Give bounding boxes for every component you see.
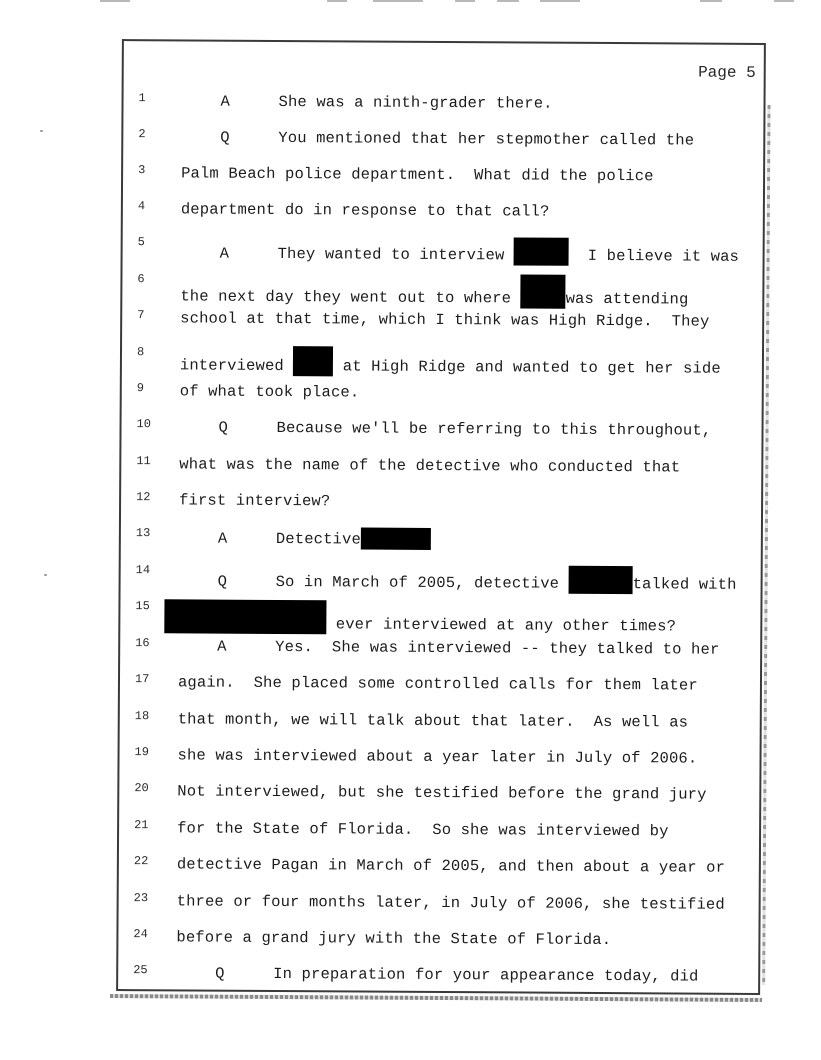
line-text: I believe it was <box>568 246 740 266</box>
scan-edge <box>762 105 770 985</box>
transcript-line <box>123 235 763 266</box>
transcript-line <box>122 381 762 409</box>
line-number: 8 <box>136 345 145 360</box>
line-number: 10 <box>136 417 152 432</box>
transcript-line <box>120 636 760 664</box>
line-text: school at that time, which I think was High Ridge. They <box>180 309 710 331</box>
line-number: 17 <box>134 672 150 687</box>
line-number: 15 <box>135 599 150 614</box>
line-number: 9 <box>136 381 145 396</box>
transcript-line <box>119 781 759 809</box>
line-text: Detective <box>275 529 361 549</box>
transcript-line <box>119 745 759 773</box>
line-number: 3 <box>138 163 146 178</box>
transcript-line <box>118 927 758 955</box>
line-text: They wanted to interview <box>277 244 514 265</box>
line-text: Palm Beach police department. What did the police <box>181 164 654 186</box>
redaction-block <box>569 566 633 594</box>
transcript-line <box>121 490 761 518</box>
line-number: 19 <box>134 745 150 760</box>
line-number: 5 <box>137 235 145 250</box>
line-text: again. She placed some controlled calls for them later <box>177 673 698 695</box>
line-text: was attending <box>565 289 689 309</box>
transcript-line <box>123 91 763 119</box>
transcript-line <box>123 163 763 191</box>
line-text: Because we'll be referring to this throughout, <box>276 418 712 440</box>
line-text: three or four months later, in July of 2006, she testified <box>176 892 725 914</box>
line-number: 22 <box>133 854 149 869</box>
line-text: she was interviewed about a year later in July of 2006. <box>177 746 698 768</box>
line-number: 25 <box>133 963 148 978</box>
line-number: 11 <box>136 454 151 469</box>
transcript-line <box>122 345 762 378</box>
line-text: She was a ninth-grader there. <box>278 92 553 113</box>
line-number: 6 <box>137 272 145 287</box>
line-text: that month, we will talk about that later. As well as <box>177 710 689 732</box>
line-text: the next day they went out to where <box>180 287 521 308</box>
line-text: You mentioned that her stepmother called the <box>278 128 695 150</box>
transcript-line <box>120 709 760 737</box>
line-text: Not interviewed, but she testified before the grand jury <box>177 782 707 804</box>
line-text: Yes. She was interviewed -- they talked to her <box>275 637 720 659</box>
speaker-label: A <box>217 529 228 548</box>
line-number: 24 <box>133 927 148 942</box>
transcript-line <box>122 308 762 336</box>
line-text: before a grand jury with the State of Florida. <box>176 928 612 950</box>
transcript-line <box>120 672 760 700</box>
transcript-line <box>122 272 762 309</box>
redaction-block <box>514 237 569 265</box>
redaction-block <box>361 528 431 550</box>
transcript-line <box>121 563 761 594</box>
line-number: 16 <box>135 636 150 651</box>
line-text: of what took place. <box>179 382 360 402</box>
speaker-label: A <box>219 244 230 263</box>
transcript-line <box>119 891 759 919</box>
redaction-block <box>521 274 566 308</box>
line-number: 12 <box>136 490 151 505</box>
line-number: 14 <box>135 563 151 578</box>
line-text: In preparation for your appearance today, did <box>273 964 699 986</box>
line-text: for the State of Florida. So she was interviewed by <box>177 819 669 841</box>
line-number: 21 <box>134 818 149 833</box>
transcript-line <box>120 599 760 636</box>
speaker-label: Q <box>217 572 228 591</box>
speaker-label: A <box>220 92 231 111</box>
speaker-label: Q <box>215 964 225 983</box>
transcript-line <box>123 127 763 155</box>
line-text: interviewed <box>179 356 294 376</box>
line-text: what was the name of the detective who conducted that <box>179 455 681 477</box>
line-number: 7 <box>137 308 145 323</box>
line-number: 13 <box>135 526 151 541</box>
line-text: first interview? <box>179 491 331 511</box>
line-number: 20 <box>134 781 149 796</box>
line-text: So in March of 2005, detective <box>275 572 569 593</box>
line-text: ever interviewed at any other times? <box>326 615 677 636</box>
line-number: 1 <box>138 91 146 106</box>
redaction-block <box>164 599 326 634</box>
redaction-block <box>293 346 333 376</box>
transcript-line <box>119 854 759 882</box>
speaker-label: Q <box>220 128 230 147</box>
page-number: Page 5 <box>698 63 756 82</box>
speaker-label: A <box>217 637 227 656</box>
line-number: 23 <box>133 891 149 906</box>
line-text: talked with <box>632 575 737 594</box>
transcript-line <box>118 963 758 991</box>
line-text: detective Pagan in March of 2005, and then about a year or <box>176 855 726 877</box>
transcript-line <box>121 454 761 482</box>
transcript-line <box>121 417 761 445</box>
line-number: 4 <box>137 199 146 214</box>
transcript-line <box>119 818 759 846</box>
speaker-label: Q <box>218 418 229 437</box>
transcript-line <box>123 199 763 227</box>
line-text: department do in response to that call? <box>180 200 550 221</box>
line-text: at High Ridge and wanted to get her side <box>333 357 721 378</box>
line-number: 2 <box>138 127 146 142</box>
transcript-page <box>116 39 766 995</box>
transcript-line <box>121 526 761 554</box>
line-number: 18 <box>134 709 150 724</box>
